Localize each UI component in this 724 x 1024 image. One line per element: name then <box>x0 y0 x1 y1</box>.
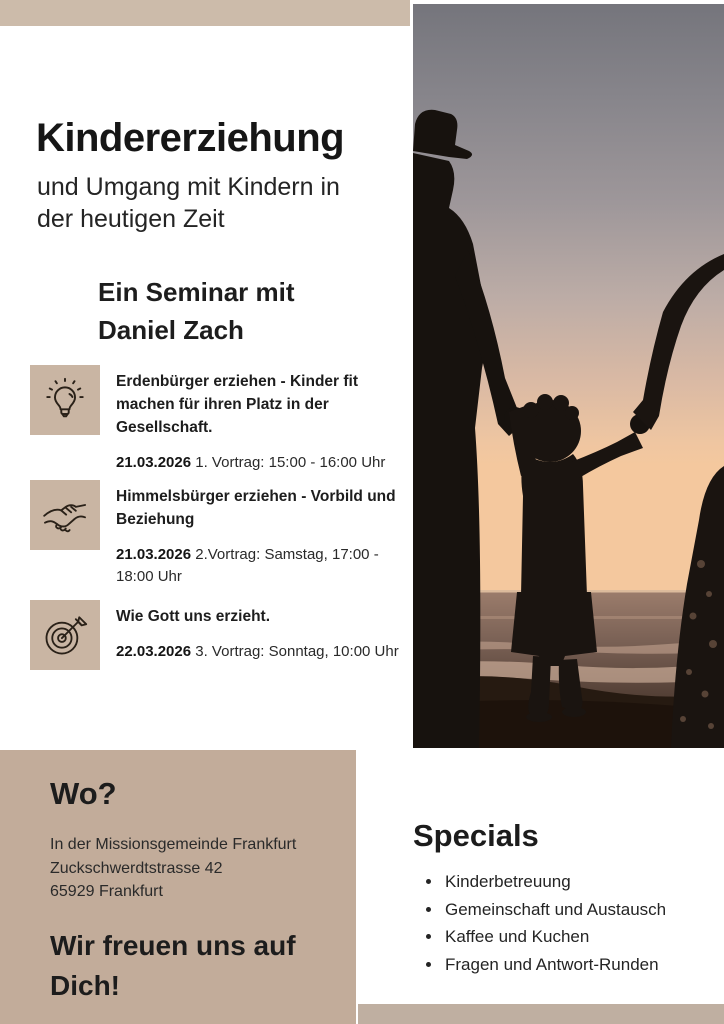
schedule-item-2-date: 21.03.2026 <box>116 546 192 563</box>
schedule-item-1-date: 21.03.2026 <box>116 454 192 471</box>
handshake-icon <box>30 480 100 550</box>
schedule-item-3-title: Wie Gott uns erzieht. <box>116 608 271 625</box>
schedule-item-1-details: 1. Vortrag: 15:00 - 16:00 Uhr <box>195 454 386 471</box>
lightbulb-icon <box>30 365 100 435</box>
schedule-item-2-title: Himmelsbürger erziehen - Vorbild und Beziehung <box>116 488 396 528</box>
schedule-item-1-when <box>116 452 408 474</box>
location-heading: Wo? <box>50 776 117 811</box>
schedule-item-3-date: 22.03.2026 <box>116 643 192 660</box>
address-line-2: Zuckschwerdtstrasse 42 <box>50 859 223 877</box>
location-panel <box>0 750 356 1024</box>
address-line-3: 65929 Frankfurt <box>50 883 163 900</box>
specials-heading: Specials <box>413 818 539 853</box>
specials-list <box>413 868 715 978</box>
specials-item: • Fragen und Antwort-Runden <box>443 951 715 979</box>
seminar-heading-line-1: Ein Seminar mit <box>98 277 295 307</box>
schedule-item-3-when <box>116 641 408 663</box>
seminar-heading <box>98 273 295 349</box>
schedule-item-2-when <box>116 544 408 588</box>
specials-item: • Kinderbetreuung <box>443 868 715 896</box>
schedule-item-2-details: 2.Vortrag: Samstag, 17:00 - 18:00 Uhr <box>116 546 379 585</box>
subtitle-line-1: und Umgang mit Kindern in <box>37 173 340 201</box>
bottom-accent-bar <box>358 1004 724 1024</box>
schedule-item-3 <box>30 600 408 670</box>
target-icon <box>30 600 100 670</box>
schedule-item-1 <box>30 365 408 474</box>
schedule-item-2-text <box>116 480 408 588</box>
specials-item: • Gemeinschaft und Austausch <box>443 896 715 924</box>
location-address <box>50 833 356 904</box>
family-sunset-photo <box>413 4 724 748</box>
specials-section <box>413 818 715 978</box>
top-accent-bar <box>0 0 410 26</box>
closing-message: Wir freuen uns auf Dich! <box>50 929 296 1001</box>
schedule-item-2 <box>30 480 408 588</box>
schedule-item-3-details: 3. Vortrag: Sonntag, 10:00 Uhr <box>195 643 399 660</box>
subtitle-line-2: der heutigen Zeit <box>37 205 225 233</box>
address-line-1: In der Missionsgemeinde Frankfurt <box>50 836 297 853</box>
seminar-heading-line-2: Daniel Zach <box>98 315 244 345</box>
schedule-item-3-text <box>116 600 408 670</box>
page-subtitle <box>37 171 340 235</box>
schedule-item-1-title: Erdenbürger erziehen - Kinder fit machen für ihren Platz in der Gesellschaft. <box>116 373 359 436</box>
page-title: Kindererziehung <box>36 116 345 160</box>
schedule-item-1-text <box>116 365 408 474</box>
specials-item: • Kaffee und Kuchen <box>443 923 715 951</box>
